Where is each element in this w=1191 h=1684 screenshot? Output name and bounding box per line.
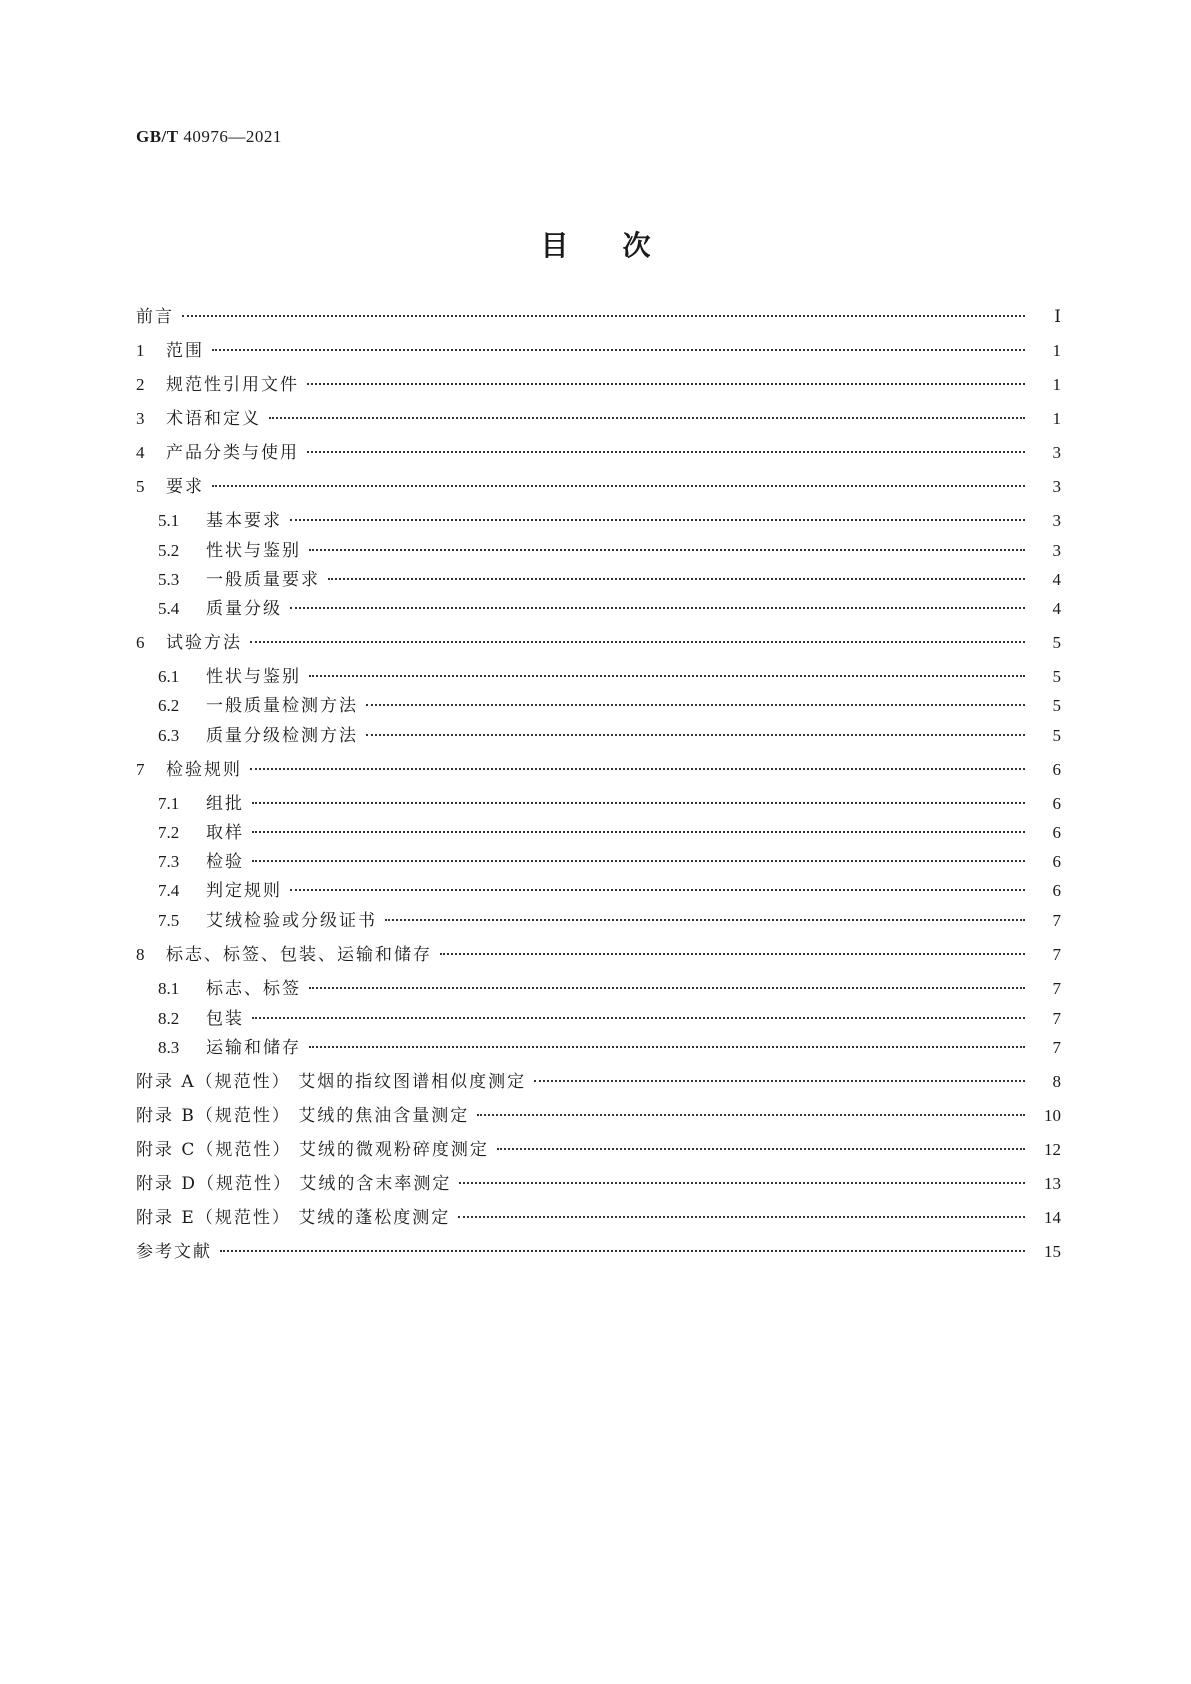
toc-entry-page: 7 bbox=[1052, 979, 1061, 998]
toc-entry-label: 质量分级 bbox=[206, 599, 282, 619]
toc-entry-label: 附录 B（规范性） 艾绒的焦油含量测定 bbox=[136, 1106, 470, 1126]
toc-entry[interactable] bbox=[136, 339, 1061, 363]
toc-entry-label: 质量分级检测方法 bbox=[206, 726, 358, 746]
toc-entry-label: 产品分类与使用 bbox=[166, 443, 299, 463]
toc-entry[interactable] bbox=[136, 943, 1061, 967]
toc-subentry[interactable] bbox=[158, 792, 1061, 816]
toc-subentry[interactable] bbox=[158, 597, 1061, 621]
toc-entry-page: 6 bbox=[1052, 760, 1061, 779]
toc-entry[interactable] bbox=[136, 305, 1061, 329]
toc-entry-label: 性状与鉴别 bbox=[206, 541, 301, 561]
toc-entry-label: 包装 bbox=[206, 1009, 244, 1029]
toc-entry-label: 试验方法 bbox=[166, 633, 242, 653]
toc-entry-label: 要求 bbox=[166, 477, 204, 497]
toc-entry-number: 5 bbox=[136, 477, 145, 496]
toc-entry[interactable] bbox=[136, 475, 1061, 499]
toc-entry-number: 8.3 bbox=[158, 1038, 180, 1057]
toc-subentry[interactable] bbox=[158, 850, 1061, 874]
toc-entry[interactable] bbox=[136, 1070, 1061, 1094]
toc-entry-page: 5 bbox=[1052, 726, 1061, 745]
toc-entry-page: 1 bbox=[1052, 375, 1061, 394]
dot-leader bbox=[366, 704, 1025, 706]
dot-leader bbox=[459, 1182, 1025, 1184]
dot-leader bbox=[309, 1046, 1025, 1048]
toc-entry-page: 7 bbox=[1052, 1038, 1061, 1057]
toc-entry-label: 前言 bbox=[136, 307, 174, 327]
toc-entry-label: 一般质量检测方法 bbox=[206, 696, 358, 716]
dot-leader bbox=[252, 1017, 1025, 1019]
dot-leader bbox=[309, 549, 1025, 551]
dot-leader bbox=[458, 1216, 1025, 1218]
toc-entry[interactable] bbox=[136, 631, 1061, 655]
toc-entry[interactable] bbox=[136, 1138, 1061, 1162]
dot-leader bbox=[290, 519, 1025, 521]
toc-entry-page: Ⅰ bbox=[1054, 307, 1061, 326]
dot-leader bbox=[307, 451, 1025, 453]
toc-entry-page: 4 bbox=[1052, 570, 1061, 589]
dot-leader bbox=[212, 349, 1025, 351]
dot-leader bbox=[309, 675, 1025, 677]
toc-entry-label: 规范性引用文件 bbox=[166, 375, 299, 395]
toc-entry-number: 1 bbox=[136, 341, 145, 360]
toc-entry-label: 艾绒检验或分级证书 bbox=[206, 911, 377, 931]
toc-entry-page: 5 bbox=[1052, 633, 1061, 652]
toc-subentry[interactable] bbox=[158, 694, 1061, 718]
toc-entry-label: 组批 bbox=[206, 794, 244, 814]
dot-leader bbox=[252, 860, 1025, 862]
toc-entry-number: 5.1 bbox=[158, 511, 180, 530]
standard-number: 40976—2021 bbox=[183, 127, 282, 146]
toc-entry[interactable] bbox=[136, 1206, 1061, 1230]
toc-entry-page: 6 bbox=[1052, 881, 1061, 900]
toc-entry-number: 8.2 bbox=[158, 1009, 180, 1028]
toc-entry[interactable] bbox=[136, 407, 1061, 431]
dot-leader bbox=[534, 1080, 1025, 1082]
toc-entry-number: 4 bbox=[136, 443, 145, 462]
toc-subentry[interactable] bbox=[158, 879, 1061, 903]
toc-entry-page: 3 bbox=[1052, 541, 1061, 560]
toc-entry-number: 6.2 bbox=[158, 696, 180, 715]
toc-entry-page: 6 bbox=[1052, 794, 1061, 813]
toc-entry-number: 5.3 bbox=[158, 570, 180, 589]
toc-entry-page: 5 bbox=[1052, 667, 1061, 686]
dot-leader bbox=[440, 953, 1025, 955]
dot-leader bbox=[250, 641, 1025, 643]
dot-leader bbox=[366, 734, 1025, 736]
toc-entry-label: 一般质量要求 bbox=[206, 570, 320, 590]
toc-entry-number: 7.1 bbox=[158, 794, 180, 813]
dot-leader bbox=[290, 889, 1025, 891]
dot-leader bbox=[497, 1148, 1025, 1150]
toc-entry[interactable] bbox=[136, 1104, 1061, 1128]
toc-subentry[interactable] bbox=[158, 539, 1061, 563]
toc-entry-label: 标志、标签 bbox=[206, 979, 301, 999]
standard-prefix: GB/T bbox=[136, 127, 179, 146]
toc-entry-page: 6 bbox=[1052, 823, 1061, 842]
toc-entry-page: 7 bbox=[1052, 945, 1061, 964]
dot-leader bbox=[385, 919, 1025, 921]
toc-subentry[interactable] bbox=[158, 977, 1061, 1001]
toc-subentry[interactable] bbox=[158, 724, 1061, 748]
toc-subentry[interactable] bbox=[158, 509, 1061, 533]
toc-entry-page: 15 bbox=[1044, 1242, 1061, 1261]
toc-entry-label: 附录 A（规范性） 艾烟的指纹图谱相似度测定 bbox=[136, 1072, 527, 1092]
toc-entry-number: 5.2 bbox=[158, 541, 180, 560]
toc-entry-label: 标志、标签、包装、运输和储存 bbox=[166, 945, 432, 965]
toc-entry-page: 6 bbox=[1052, 852, 1061, 871]
toc-entry[interactable] bbox=[136, 441, 1061, 465]
dot-leader bbox=[269, 417, 1025, 419]
dot-leader bbox=[307, 383, 1025, 385]
toc-subentry[interactable] bbox=[158, 568, 1061, 592]
toc-entry-label: 术语和定义 bbox=[166, 409, 261, 429]
toc-subentry[interactable] bbox=[158, 909, 1061, 933]
toc-entry-page: 3 bbox=[1052, 443, 1061, 462]
toc-entry[interactable] bbox=[136, 1172, 1061, 1196]
toc-entry-label: 检验规则 bbox=[166, 760, 242, 780]
toc-entry-label: 基本要求 bbox=[206, 511, 282, 531]
toc-entry-number: 8.1 bbox=[158, 979, 180, 998]
dot-leader bbox=[250, 768, 1025, 770]
toc-entry[interactable] bbox=[136, 373, 1061, 397]
toc-entry-number: 7.3 bbox=[158, 852, 180, 871]
toc-entry-number: 7.5 bbox=[158, 911, 180, 930]
dot-leader bbox=[182, 315, 1025, 317]
dot-leader bbox=[477, 1114, 1025, 1116]
toc-entry-page: 8 bbox=[1052, 1072, 1061, 1091]
toc-entry-page: 12 bbox=[1044, 1140, 1061, 1159]
toc-entry-number: 6.3 bbox=[158, 726, 180, 745]
toc-entry-label: 参考文献 bbox=[136, 1242, 212, 1262]
toc-entry-page: 1 bbox=[1052, 341, 1061, 360]
dot-leader bbox=[212, 485, 1025, 487]
dot-leader bbox=[220, 1250, 1025, 1252]
toc-entry-page: 10 bbox=[1044, 1106, 1061, 1125]
dot-leader bbox=[328, 578, 1025, 580]
dot-leader bbox=[309, 987, 1025, 989]
toc-entry-number: 7.4 bbox=[158, 881, 180, 900]
toc-subentry[interactable] bbox=[158, 1007, 1061, 1031]
toc-entry[interactable] bbox=[136, 758, 1061, 782]
toc-entry-number: 7 bbox=[136, 760, 145, 779]
toc-entry-page: 4 bbox=[1052, 599, 1061, 618]
toc-entry-label: 附录 E（规范性） 艾绒的蓬松度测定 bbox=[136, 1208, 451, 1228]
toc-entry-number: 8 bbox=[136, 945, 145, 964]
toc-entry-label: 性状与鉴别 bbox=[206, 667, 301, 687]
toc-entry-number: 6.1 bbox=[158, 667, 180, 686]
document-number bbox=[136, 127, 282, 147]
toc-entry-label: 判定规则 bbox=[206, 881, 282, 901]
toc-entry-page: 3 bbox=[1052, 511, 1061, 530]
dot-leader bbox=[290, 607, 1025, 609]
toc-entry-label: 运输和储存 bbox=[206, 1038, 301, 1058]
toc-subentry[interactable] bbox=[158, 821, 1061, 845]
toc-subentry[interactable] bbox=[158, 1036, 1061, 1060]
toc-entry-page: 14 bbox=[1044, 1208, 1061, 1227]
toc-entry-number: 6 bbox=[136, 633, 145, 652]
toc-entry-page: 7 bbox=[1052, 1009, 1061, 1028]
toc-subentry[interactable] bbox=[158, 665, 1061, 689]
toc-entry-page: 1 bbox=[1052, 409, 1061, 428]
toc-entry-number: 2 bbox=[136, 375, 145, 394]
toc-entry-label: 附录 D（规范性） 艾绒的含末率测定 bbox=[136, 1174, 452, 1194]
toc-entry-number: 3 bbox=[136, 409, 145, 428]
toc-entry-label: 附录 C（规范性） 艾绒的微观粉碎度测定 bbox=[136, 1140, 489, 1160]
toc-entry[interactable] bbox=[136, 1240, 1061, 1264]
toc-entry-number: 5.4 bbox=[158, 599, 180, 618]
toc-entry-label: 取样 bbox=[206, 823, 244, 843]
toc-entry-label: 检验 bbox=[206, 852, 244, 872]
page-title: 目次 bbox=[540, 229, 705, 262]
toc-entry-page: 13 bbox=[1044, 1174, 1061, 1193]
toc-entry-page: 3 bbox=[1052, 477, 1061, 496]
dot-leader bbox=[252, 831, 1025, 833]
toc-entry-label: 范围 bbox=[166, 341, 204, 361]
toc-entry-page: 5 bbox=[1052, 696, 1061, 715]
toc-entry-number: 7.2 bbox=[158, 823, 180, 842]
dot-leader bbox=[252, 802, 1025, 804]
toc-entry-page: 7 bbox=[1052, 911, 1061, 930]
